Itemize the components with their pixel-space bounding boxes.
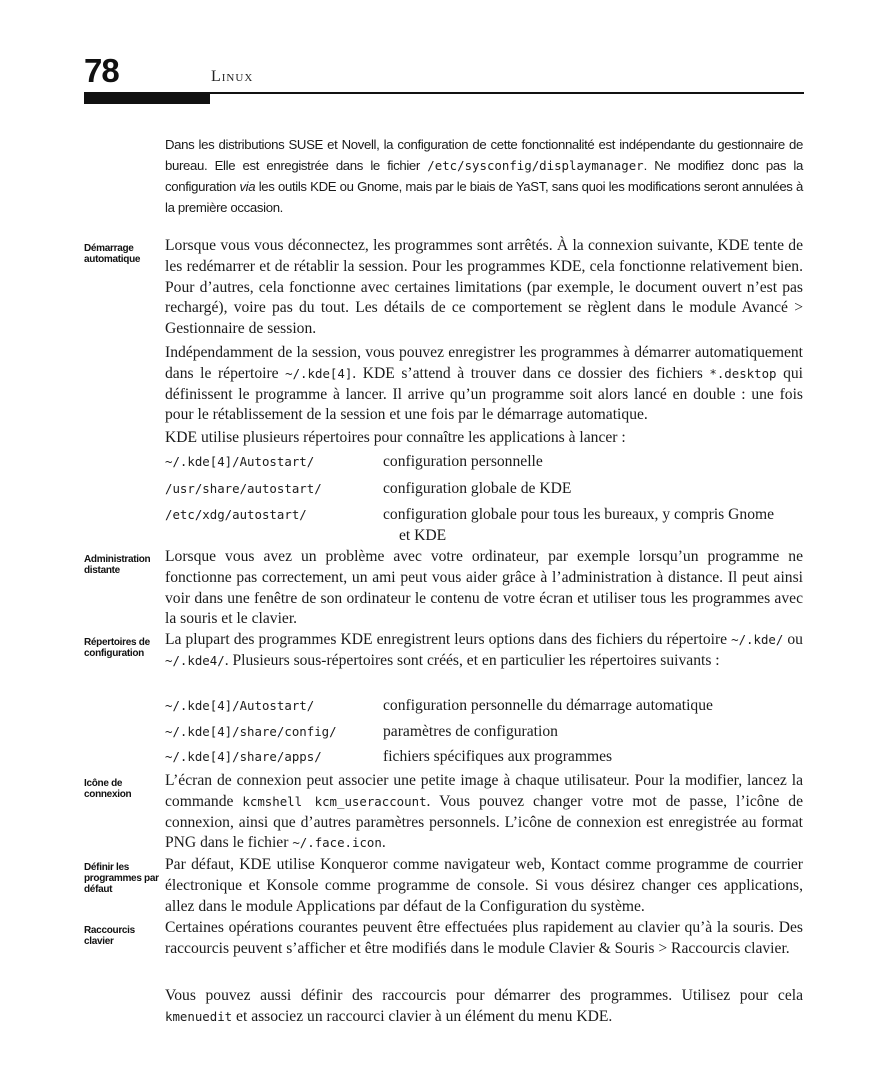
paragraph-text: . KDE s’attend à trouver dans ce dossier des fichiers — [352, 364, 710, 382]
margin-label-login-icon: Icône de connexion — [84, 778, 132, 800]
dir-path: ~/.kde[4]/share/config/ — [165, 724, 337, 739]
paragraph-text: et associez un raccourci clavier à un élément du menu KDE. — [232, 1007, 613, 1025]
page-number: 78 — [84, 52, 119, 89]
paragraph-text: . — [381, 834, 386, 852]
page-header — [0, 0, 885, 110]
dir-description: configuration globale de KDE — [383, 480, 572, 497]
inline-code: ~/.face.icon — [292, 835, 382, 851]
margin-label-remote: Administration distante — [84, 554, 151, 576]
margin-label-defaults: Définir les programmes par défaut — [84, 862, 159, 895]
note-text: les outils KDE ou Gnome, mais par le biais de YaST, sans quoi les modifications seront annulées à la première occasion. — [165, 179, 803, 215]
margin-label-autostart: Démarrage automatique — [84, 243, 141, 265]
paragraph-text: Vous pouvez aussi définir des raccourcis pour démarrer des programmes. Utilisez pour cela — [165, 987, 803, 1004]
dir-path: /etc/xdg/autostart/ — [165, 507, 307, 522]
dir-path: ~/.kde[4]/Autostart/ — [165, 454, 315, 469]
dir-description: configuration personnelle du démarrage automatique — [383, 697, 713, 714]
defaults-paragraph: Par défaut, KDE utilise Konqueror comme navigateur web, Kontact comme programme de courrier électronique et Konsole comme programme de console. Si vous désirez changer ces applications, allez dans le module Applications par défaut de la Configuration du système. — [165, 856, 803, 915]
dir-description — [383, 505, 803, 547]
note-via: via — [239, 179, 256, 194]
autostart-paragraph-1: Lorsque vous vous déconnectez, les programmes sont arrêtés. À la connexion suivante, KDE tente de les redémarrer et de rétablir la session. Pour les programmes KDE, cela fonctionne relativement bien. Pour d’autres, cela fonctionne avec certaines limitations (par exemple, le document ouvert n’est pas rechargé), voire pas du tout. Les détails de ce comportement se règlent dans le module Avancé > Gestionnaire de session. — [165, 237, 803, 338]
dir-description-line: et KDE — [399, 526, 447, 544]
paragraph-text: L’écran de connexion peut associer une petite image à chaque utilisateur. Pour la modifier, lancez la commande — [165, 772, 803, 810]
paragraph-text: La plupart des programmes KDE enregistrent leurs options dans des fichiers du répertoire — [165, 631, 732, 648]
inline-code: ~/.kde4/ — [165, 652, 225, 668]
dir-path: ~/.kde[4]/Autostart/ — [165, 698, 315, 713]
margin-label-shortcuts: Raccourcis clavier — [84, 925, 135, 947]
inline-code: ~/.kde/ — [731, 632, 784, 647]
dir-description-line: configuration globale pour tous les bureaux, y compris Gnome — [383, 506, 775, 523]
login-icon-paragraph — [165, 771, 803, 854]
dir-description: paramètres de configuration — [383, 723, 558, 740]
paragraph-text: . Plusieurs sous-répertoires sont créés, et en particulier les répertoires suivants : — [224, 651, 720, 669]
shortcuts-paragraph-1: Certaines opérations courantes peuvent être effectuées plus rapidement au clavier qu’à la souris. Des raccourcis peuvent s’afficher et être modifiés dans le module Clavier & Souris > Raccourcis clavier. — [165, 919, 803, 957]
dir-description: configuration personnelle — [383, 453, 543, 470]
inline-code: kcmshell kcm_useraccount — [242, 793, 427, 809]
dir-path: ~/.kde[4]/share/apps/ — [165, 749, 322, 764]
paragraph-text: ou — [783, 631, 803, 648]
inline-code: *.desktop — [709, 365, 777, 381]
shortcuts-paragraph-2 — [165, 986, 803, 1028]
remote-paragraph: Lorsque vous avez un problème avec votre ordinateur, par exemple lorsqu’un programme ne fonctionne pas correctement, un ami peut vous aider grâce à l’administration à distance. Il peut ainsi voir dans une fenêtre de son ordinateur le contenu de votre écran et utiliser tous les programmes avec la souris et le clavier. — [165, 548, 803, 628]
note-text: Dans les distributions SUSE et Novell, la configuration de cette fonctionnalité est indépendante du gestionnaire de bureau. Elle est enregistrée dans le fichier — [165, 137, 803, 173]
dir-path: /usr/share/autostart/ — [165, 481, 322, 496]
dir-description: fichiers spécifiques aux programmes — [383, 748, 613, 765]
config-dirs-paragraph — [165, 630, 803, 672]
paragraph-text: qui définissent le programme à lancer. Il arrive qu’un programme soit alors lancé en double : une fois pour le rétablissement de la session et une fois par le démarrage automatique. — [165, 364, 803, 424]
note-paragraph — [165, 134, 803, 218]
note-path: /etc/sysconfig/displaymanager — [427, 158, 644, 173]
inline-code: kmenuedit — [165, 1008, 233, 1024]
paragraph-text: . Vous pouvez changer votre mot de passe, l’icône de connexion, ainsi que d’autres paramètres personnels. L’icône de connexion est enregistrée au format PNG dans le fichier — [165, 792, 803, 852]
margin-label-config-dirs: Répertoires de configuration — [84, 637, 150, 659]
inline-code: ~/.kde[4] — [285, 365, 353, 381]
header-block — [84, 94, 210, 104]
autostart-paragraph-3: KDE utilise plusieurs répertoires pour connaître les applications à lancer : — [165, 429, 626, 446]
running-title: Linux — [211, 68, 254, 85]
autostart-paragraph-2 — [165, 343, 803, 426]
note-text: . Ne modifiez donc pas la configuration — [165, 158, 803, 194]
paragraph-text: Indépendamment de la session, vous pouvez enregistrer les programmes à démarrer automatiquement dans le répertoire — [165, 344, 803, 382]
